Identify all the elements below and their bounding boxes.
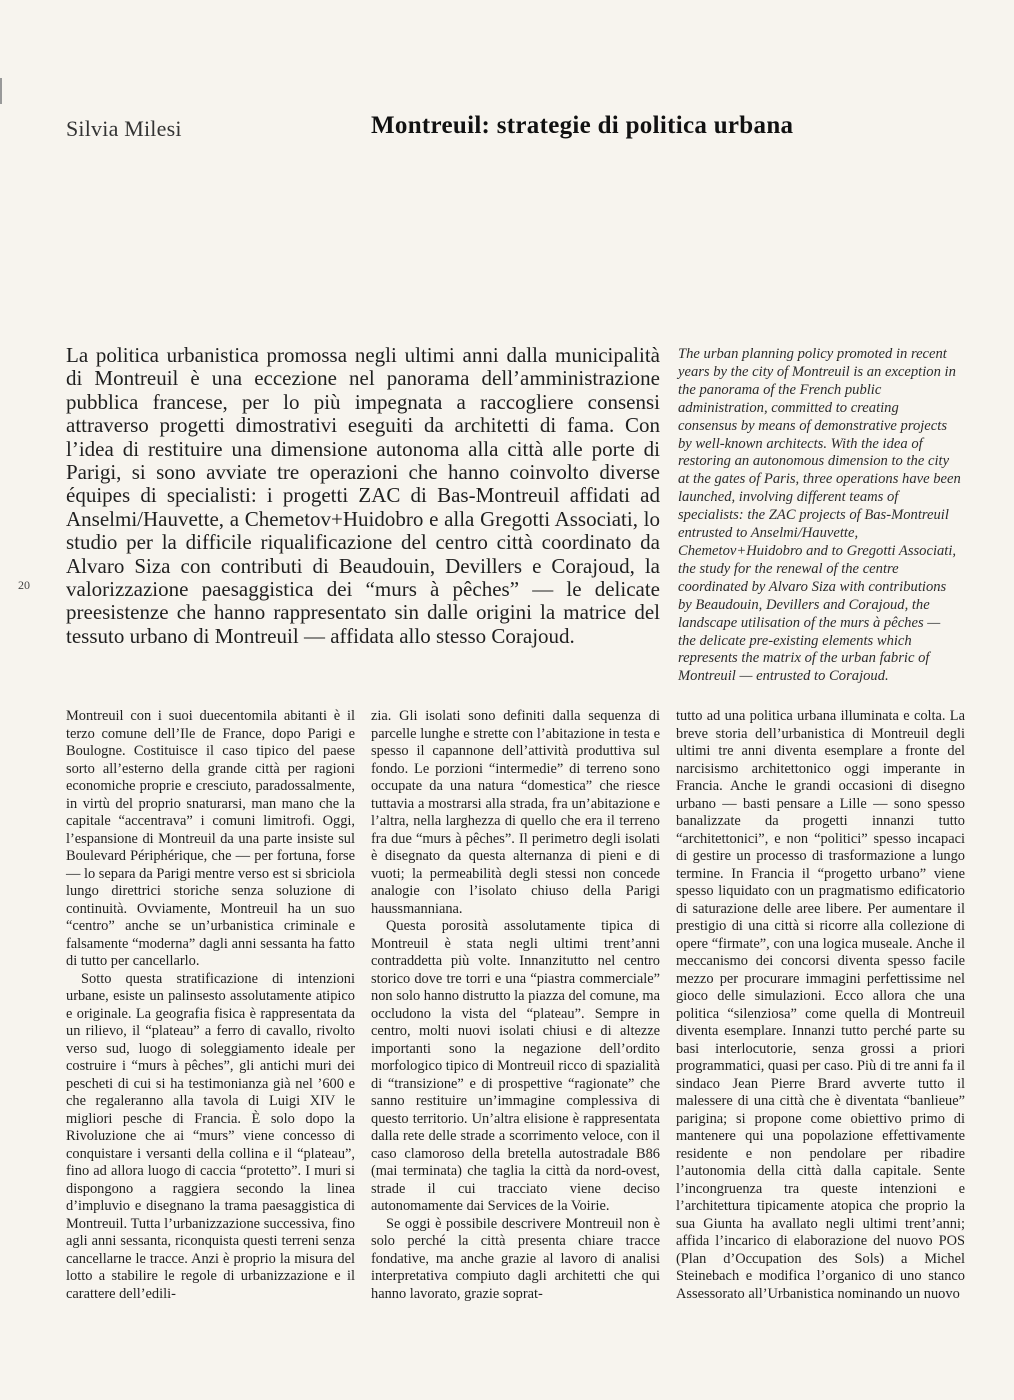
body-column-1	[66, 708, 355, 1303]
body-paragraph: Sotto questa stratificazione di intenzioni urbane, esiste un palinsesto assolutamente atipico e originale. La geografia fisica è rappresentata da un rilievo, il “plateau” a ferro di cavallo, rivolto verso sud, luogo di soleggiamento ideale per costruire i “murs à pêches”, gli antichi muri dei pescheti di cui si ha testimonianza già nel ’600 e che regaleranno alla tavola di Luigi XIV le migliori pesche di Francia. È solo dopo la Rivoluzione che ai “murs” viene concesso di conquistare i versanti della collina e il “plateau”, fino ad allora luogo di caccia “protetto”. I muri si dispongono a raggiera secondo la linea d’impluvio e disegnano la trama paesaggistica di Montreuil. Tutta l’urbanizzazione successiva, fino agli anni sessanta, riconquista questi terreni senza cancellarne le tracce. Anzi è proprio la misura del lotto a stabilire le regole di urbanizzazione e il carattere dell’edili-	[66, 970, 355, 1302]
body-paragraph: Questa porosità assolutamente tipica di Montreuil è stata negli ultimi trent’anni contraddetta più volte. Innanzitutto nel centro storico dove tre torri e una “piastra commerciale” non solo hanno distrutto la piazza del comune, ma occludono la vista del “plateau”. Sempre in centro, molti nuovi isolati chiusi e di altezze importanti sono la negazione dell’ordito morfologico tipico di Montreuil ricco di spazialità di “transizione” e di prospettive “ragionate” che sanno restituire un’immagine complessiva di questo territorio. Un’altra elisione è rappresentata dalla rete delle strade a scorrimento veloce, con il caso clamoroso della bretella autostradale B86 (mai terminata) che taglia la città da nord-ovest, strade il cui tracciato viene deciso autonomamente dai Services de la Voirie.	[371, 918, 660, 1214]
body-paragraph: Se oggi è possibile descrivere Montreuil non è solo perché la città presenta chiare tracce fondative, ma anche grazie al lavoro di analisi interpretativa compiuto dagli architetti che qui hanno lavorato, grazie soprat-	[371, 1215, 660, 1302]
body-column-3	[676, 708, 965, 1303]
scan-edge-mark	[0, 78, 2, 104]
english-abstract	[678, 346, 961, 686]
body-paragraph: zia. Gli isolati sono definiti dalla sequenza di parcelle lunghe e strette con l’abitazione in testa e spesso il capannone dell’attività produttiva sul fondo. Le porzioni “intermedie” di terreno sono occupate da una natura “domestica” che riesce tuttavia a mostrarsi alla strada, fra un’abitazione e l’altra, nella larghezza di quello che era il terreno fra due “murs à pêches”. Il perimetro degli isolati è disegnato da questa alternanza di pieni e di vuoti; la permeabilità degli stessi non concede analogie con l’isolato chiuso della Parigi haussmanniana.	[371, 708, 660, 917]
page-number: 20	[18, 578, 30, 592]
lead-paragraph	[66, 344, 660, 648]
body-column-2	[371, 708, 660, 1303]
body-paragraph: tutto ad una politica urbana illuminata e colta. La breve storia dell’urbanistica di Montreuil degli ultimi tre anni diventa esemplare a fronte del narcisismo architettonico oggi imperante in Francia. Anche le grandi occasioni di disegno urbano — basti pensare a Lille — sono spesso banalizzate da progetti innanzi tutto “architettonici”, e non “politici” spesso incapaci di gestire un processo di trasformazione a lungo termine. In Francia il “progetto urbano” viene spesso liquidato con un pragmatismo edificatorio di saturazione delle aree libere. Per aumentare il prestigio di una città si ricorre alla collezione di opere “firmate”, con una logica museale. Anche il meccanismo dei concorsi diventa spesso facile mezzo per procurare immagini perfettissime nel gioco delle simulazioni. Ecco allora che una politica “silenziosa” come quella di Montreuil diventa esemplare. Innanzi tutto perché parte su basi interlocutorie, senza grossi a priori programmatici, quasi per caso. Più di tre anni fa il sindaco Jean Pierre Brard avverte tutto il malessere di una città che è diventata “banlieue” parigina; si propone come obiettivo primo di mantenere qui una popolazione effettivamente residente e non pendolare per ribadire l’autonomia della città dalla capitale. Sente l’incongruenza tra queste intenzioni e l’architettura tipicamente atopica che proprio la sua Giunta ha avallato negli ultimi trent’anni; affida l’incarico di elaborazione del nuovo POS (Plan d’Occupation des Sols) a Michel Steinebach e modifica l’organico di uno stanco Assessorato all’Urbanistica nominando un nuovo	[676, 708, 965, 1302]
author-name: Silvia Milesi	[66, 116, 182, 141]
lead-text: La politica urbanistica promossa negli ultimi anni dalla municipalità di Montreuil è una eccezione nel panorama dell’amministrazione pubblica francese, per lo più impegnata a raccogliere consensi attraverso progetti dimostrativi eseguiti da architetti di fama. Con l’idea di restituire una dimensione autonoma alla città alle porte di Parigi, si sono avviate tre operazioni che hanno coinvolto diverse équipes di specialisti: i progetti ZAC di Bas-Montreuil affidati ad Anselmi/Hauvette, a Chemetov+Huidobro e alla Gregotti Associati, lo studio per la difficile riqualificazione del centro città coordinato da Alvaro Siza con contributi di Beaudouin, Devillers e Corajoud, la valorizzazione paesaggistica dei “murs à pêches” — le delicate preesistenze che hanno rappresentato sin dalle origini la matrice del tessuto urbano di Montreuil — affidata allo stesso Corajoud.	[66, 343, 660, 648]
abstract-text: The urban planning policy promoted in recent years by the city of Montreuil is an exception in the panorama of the French public administration, committed to creating consensus by means of demonstrative projects by well-known architects. With the idea of restoring an autonomous dimension to the city at the gates of Paris, three operations have been launched, involving different teams of specialists: the ZAC projects of Bas-Montreuil entrusted to Anselmi/Hauvette, Chemetov+Huidobro and to Gregotti Associati, the study for the renewal of the centre coordinated by Alvaro Siza with contributions by Beaudouin, Devillers and Corajoud, the landscape utilisation of the murs à pêches — the delicate pre-existing elements which represents the matrix of the urban fabric of Montreuil — entrusted to Corajoud.	[678, 346, 961, 685]
article-title: Montreuil: strategie di politica urbana	[371, 112, 794, 139]
body-paragraph: Montreuil con i suoi duecentomila abitanti è il terzo comune dell’Ile de France, dopo Parigi e Boulogne. Costituisce il caso tipico del paese sorto all’esterno della grande città per ragioni economiche proprie e cresciuto, paradossalmente, in virtù del proprio snaturarsi, man mano che la capitale “accentrava” i comuni limitrofi. Oggi, l’espansione di Montreuil da una parte insiste sul Boulevard Périphérique, che — per fortuna, forse — lo separa da Parigi mentre verso est si sbriciola lungo direttrici storiche senza soluzione di continuità. Ovviamente, Montreuil ha un suo “centro” anche se un’urbanistica criminale e falsamente “moderna” dagli anni sessanta ha fatto di tutto per cancellarlo.	[66, 708, 355, 969]
